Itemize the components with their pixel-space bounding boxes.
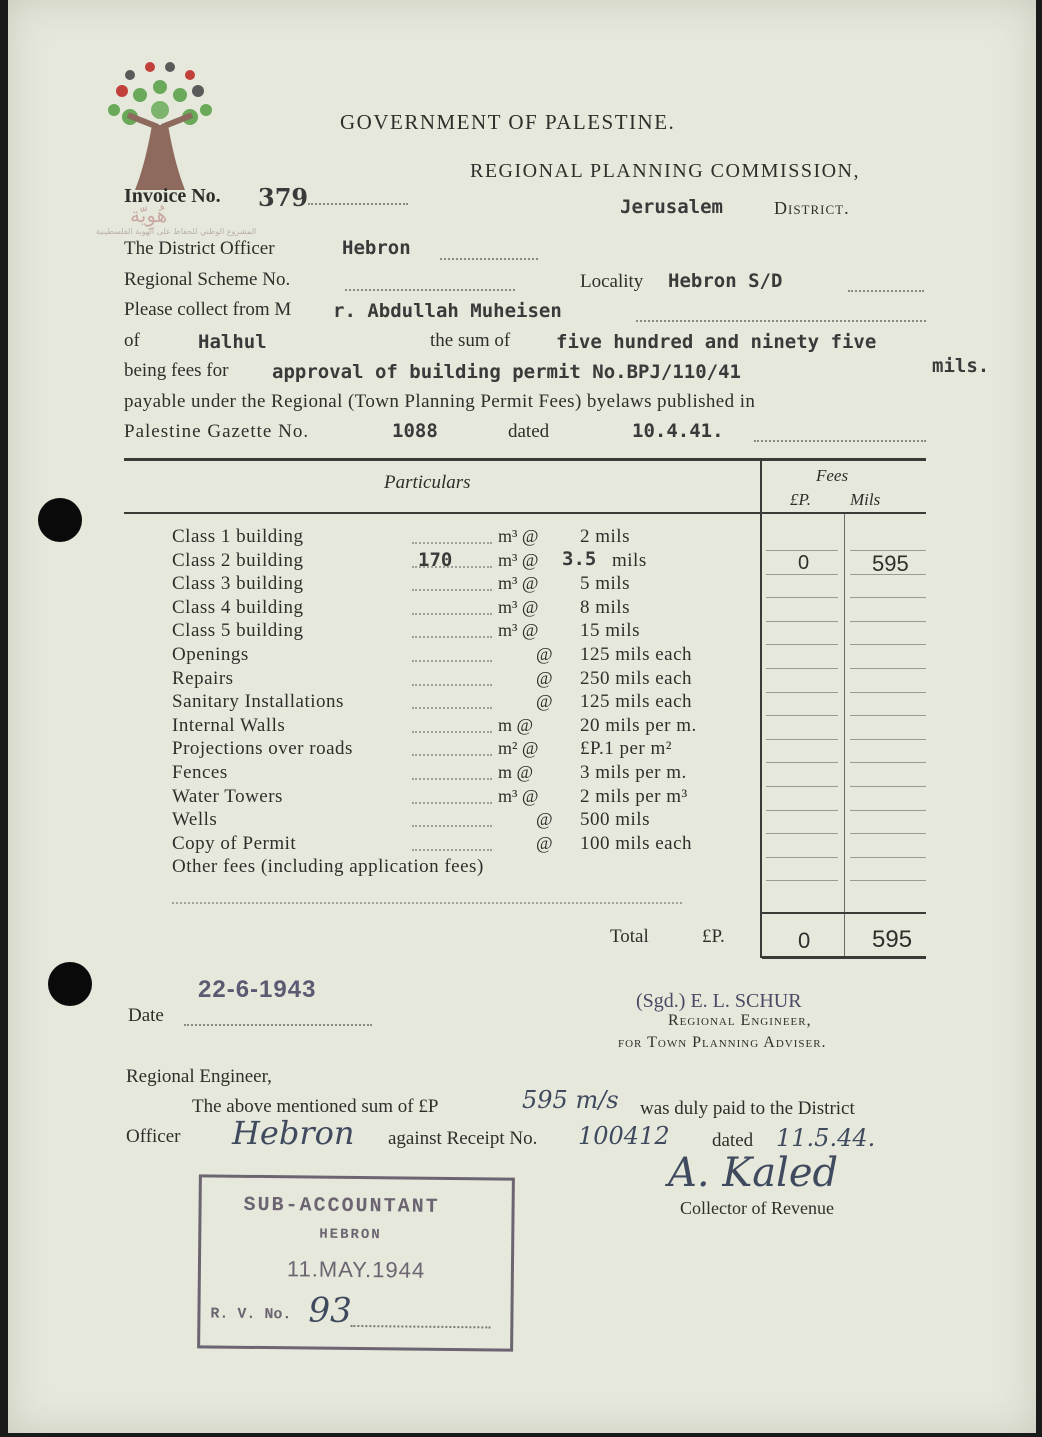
fee-cell-rule [766,644,838,645]
table-row-dots [412,589,492,591]
watermark-arabic-subtitle: المشروع الوطني للحفاظ على الهوية الفلسطينية [96,227,257,236]
table-row-dots [412,542,492,544]
table-row-rate: 250 mils each [580,667,693,689]
stamp-line-2: HEBRON [319,1226,382,1244]
watermark-logo [96,55,257,236]
table-row-label: Internal Walls [172,714,286,736]
fee-cell-rule [766,597,838,598]
of-label: of [124,330,140,351]
fee-cell-rule [766,810,838,811]
receipt-dated-label: dated [712,1130,754,1151]
fee-cell-rule [766,715,838,716]
table-row-unit: m @ [498,762,534,782]
particulars-header: Particulars [384,472,471,493]
dated-label: dated [508,421,550,442]
table-row-rate: 8 mils [580,596,630,618]
stamp-rv-label: R. V. No. [210,1305,292,1324]
fee-cell-rule [766,880,838,881]
fee-cell-rule [850,833,926,834]
receipt-label: against Receipt No. [388,1128,538,1149]
total-unit: £P. [702,926,725,947]
table-row-rate: 125 mils each [580,691,693,713]
table-row-dots [412,731,492,733]
fee-cell-rule [850,668,926,669]
sum-unit: mils. [932,355,990,377]
collect-label: Please collect from M [124,299,292,320]
table-row-label: Wells [172,809,218,831]
locality-dots [848,290,924,292]
tree-icon [100,55,220,205]
table-row-label: Class 5 building [172,620,304,642]
fee-cell-rule [766,668,838,669]
officer-label: The District Officer [124,238,275,259]
table-row-unit: m³ @ [498,785,539,806]
mils-header: Mils [850,490,881,509]
table-row-mils: 595 [872,550,909,576]
adviser-title: for Town Planning Adviser. [618,1034,827,1051]
scheme-dots [345,289,515,291]
table-row-label: Openings [172,644,249,665]
byelaws-text: payable under the Regional (Town Planning Permit Fees) byelaws published in [124,391,756,412]
table-row-dots [412,849,492,851]
table-row-unit: m³ @ [498,549,539,570]
table-row-label: Water Towers [172,785,283,807]
punch-hole-bottom [48,962,92,1006]
total-mils: 595 [872,926,913,953]
fee-cell-rule [850,810,926,811]
collect-value: r. Abdullah Muheisen [333,300,562,322]
total-label: Total [610,926,649,947]
fee-cell-rule [766,833,838,834]
receipt-number: 100412 [578,1122,670,1150]
watermark-arabic-title: هُوِيّة [130,203,168,227]
table-row-rate: 2 mils per m³ [580,785,688,807]
district-label: District. [774,198,850,218]
dated-value: 10.4.41. [632,420,724,442]
locality-label: Locality [580,271,644,292]
total-lp: 0 [798,928,811,953]
fee-cell-rule [766,762,838,763]
officer-signature: Hebron [232,1114,355,1152]
sub-accountant-stamp [197,1174,515,1351]
date-dots [184,1024,372,1026]
table-row-unit: m³ @ [498,526,539,546]
engineer-title: Regional Engineer, [668,1012,812,1029]
table-row-label: Class 4 building [172,596,304,618]
fees-header: Fees [816,466,849,485]
table-row-label: Class 2 building [172,549,304,571]
stamp-rv-number: 93 [308,1290,352,1331]
table-row-label: Sanitary Installations [172,691,344,713]
table-row-rate: 2 mils [580,526,630,547]
fee-cell-rule [850,880,926,881]
table-row-label: Class 3 building [172,573,304,595]
fee-cell-rule [850,739,926,740]
table-row-label: Repairs [172,667,234,689]
stamp-rv-dots [350,1325,490,1328]
dated-dots [754,440,926,442]
fee-cell-rule [766,621,838,622]
invoice-number: 379 [258,183,309,212]
district-value: Jerusalem [620,196,723,218]
collector-label: Collector of Revenue [680,1198,834,1218]
table-row-dots [412,613,492,615]
table-row-unit: @ [536,832,553,853]
fee-cell-rule [766,692,838,693]
table-row-label: Class 1 building [172,526,304,547]
officer-value: Hebron [342,237,411,259]
table-row-dots [412,778,492,780]
invoice-label: Invoice No. [124,185,221,207]
table-row-dots [412,825,492,827]
receipt-date: 11.5.44. [776,1124,876,1152]
paid-amount: 595 m/s [522,1086,619,1114]
table-row-rate: mils [612,549,647,571]
paid-text-1: The above mentioned sum of £P [192,1096,439,1117]
table-row-quantity: 170 [418,548,453,571]
collect-dots [636,320,926,322]
table-row-unit: m² @ [498,738,539,759]
sum-value: five hundred and ninety five [556,331,877,353]
fee-cell-rule [850,857,926,858]
locality-value: Hebron S/D [668,270,783,292]
table-row-rate-typed: 3.5 [562,547,597,570]
fee-cell-rule [850,762,926,763]
date-stamp: 22-6-1943 [198,976,317,1003]
officer-dots [440,258,538,260]
table-row-rate: £P.1 per m² [580,738,672,760]
of-value: Halhul [198,331,267,353]
table-row-unit: @ [536,644,553,664]
table-row-unit: @ [536,667,553,688]
fee-cell-rule [850,692,926,693]
table-row-rate: 15 mils [580,620,640,642]
regional-engineer-line: Regional Engineer, [126,1066,272,1087]
table-row-rate: 100 mils each [580,832,693,854]
stamp-date: 11.MAY.1944 [286,1256,426,1283]
total-top-rule [762,912,926,914]
date-label: Date [128,1005,164,1026]
fee-cell-rule [766,574,838,575]
table-row-dots [412,754,492,756]
gazette-label: Palestine Gazette No. [124,421,310,442]
sum-label: the sum of [430,330,511,351]
fee-cell-rule [850,715,926,716]
fee-cell-rule [850,621,926,622]
fee-cell-rule [850,644,926,645]
fee-cell-rule [850,574,926,575]
table-row-rate: 5 mils [580,573,630,595]
table-row-rate: 20 mils per m. [580,714,697,736]
table-row-lp: 0 [798,551,810,574]
table-mils-divider [844,514,845,958]
gazette-number: 1088 [392,420,438,442]
other-fees-dots [172,902,682,904]
table-row-dots [412,684,492,686]
government-title: GOVERNMENT OF PALESTINE. [340,110,676,134]
table-header-rule [124,512,926,514]
table-row-label: Copy of Permit [172,832,297,854]
commission-title: REGIONAL PLANNING COMMISSION, [470,160,860,182]
table-row-dots [412,636,492,638]
fee-cell-rule [850,597,926,598]
table-col-divider [760,460,762,958]
table-row-label: Projections over roads [172,738,353,760]
table-row-label: Other fees (including application fees) [172,856,484,878]
fee-cell-rule [850,786,926,787]
fee-cell-rule [766,857,838,858]
total-bottom-rule [762,956,926,959]
fee-cell-rule [766,739,838,740]
table-row-rate: 500 mils [580,809,650,831]
table-row-unit: @ [536,809,553,830]
stamp-line-1: SUB-ACCOUNTANT [243,1193,440,1219]
table-top-rule [124,458,926,461]
punch-hole-top [38,498,82,542]
table-row-unit: @ [536,691,553,712]
table-row-unit: m @ [498,714,534,735]
fees-label: being fees for [124,360,229,381]
lp-header: £P. [790,490,811,509]
scheme-label: Regional Scheme No. [124,269,291,290]
table-row-dots [412,802,492,804]
fee-cell-rule [766,786,838,787]
signed-engineer-name: (Sgd.) E. L. SCHUR [636,990,802,1012]
table-row-unit: m³ @ [498,573,539,594]
table-row-unit: m³ @ [498,596,539,617]
table-row-dots [412,660,492,662]
paid-text-2: was duly paid to the District [640,1098,855,1119]
table-row-dots [412,707,492,709]
fees-value: approval of building permit No.BPJ/110/41 [272,361,741,383]
table-row-rate: 125 mils each [580,644,693,665]
table-row-label: Fences [172,762,228,783]
officer-line-label: Officer [126,1126,181,1147]
table-row-unit: m³ @ [498,620,539,641]
collector-signature: A. Kaled [668,1150,839,1196]
table-row-rate: 3 mils per m. [580,762,687,783]
invoice-dots [308,203,408,205]
